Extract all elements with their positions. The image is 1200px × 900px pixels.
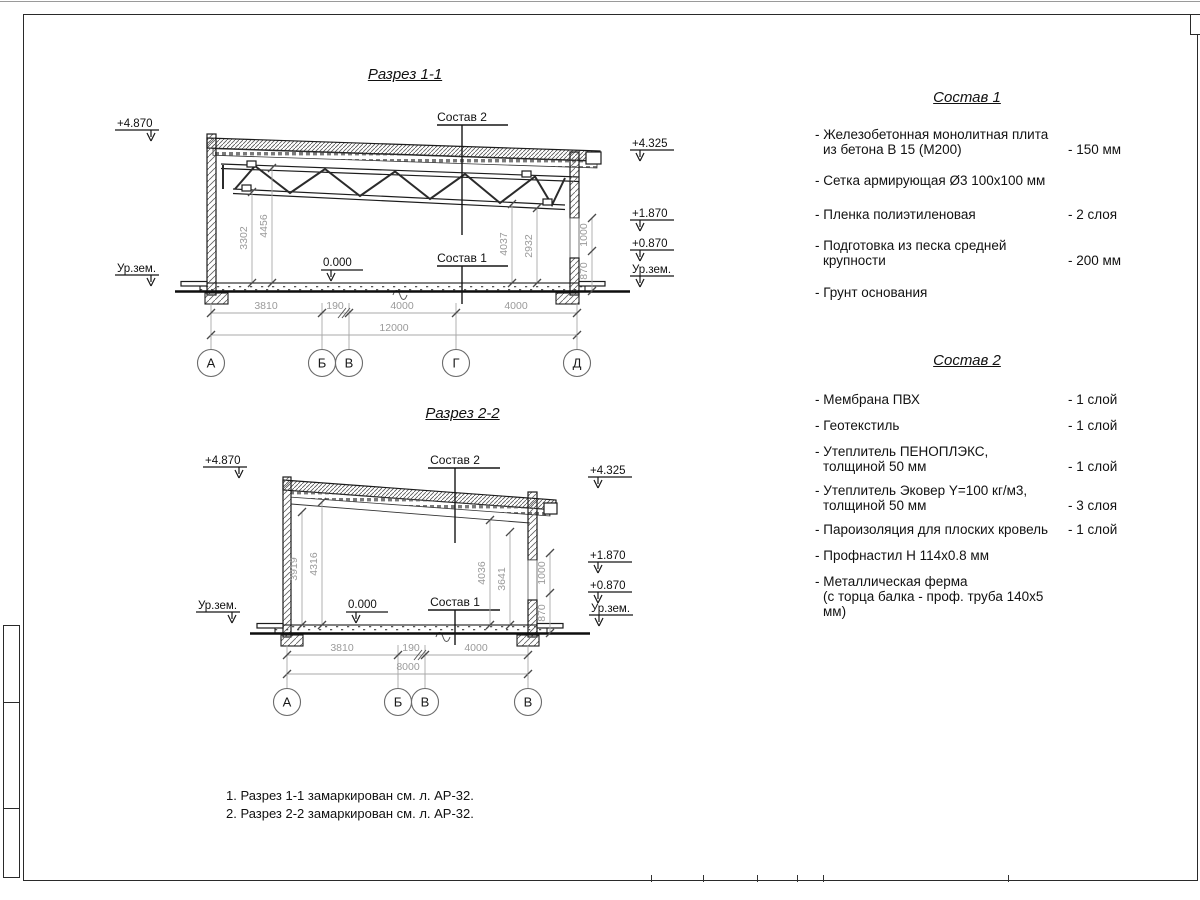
elevation-value: +1.870 (590, 550, 626, 562)
elevation-left-top (203, 455, 247, 478)
item-text: - Подготовка из песка средней (815, 238, 1007, 253)
elevation-value: +4.325 (632, 138, 668, 150)
item-value: - 2 слоя (1068, 207, 1118, 222)
item-value: - 3 слоя (1068, 498, 1118, 513)
vertical-dimensions (238, 164, 596, 295)
dim-value: 870 (578, 262, 590, 280)
dim-value: 1000 (578, 223, 590, 247)
elevation-value: Ур.зем. (117, 263, 157, 275)
stamp-divider-tick (797, 875, 798, 882)
left-wall (283, 477, 291, 637)
dim-value: 3810 (254, 300, 278, 312)
zero-level-label: 0.000 (348, 599, 377, 611)
section-1-1-drawing (95, 108, 715, 388)
item-text: - Пароизоляция для плоских кровель (815, 522, 1049, 537)
list-item (815, 207, 1160, 222)
dim-value: 190 (326, 300, 344, 312)
axis-label: В (344, 355, 354, 371)
list-item (815, 238, 1160, 268)
elevation-right-ground (630, 264, 674, 287)
elevation-value: +1.870 (632, 208, 668, 220)
dim-value: 4000 (464, 642, 488, 654)
list-item (815, 444, 1160, 474)
item-text: - Утеплитель Эковер Y=100 кг/м3, (815, 483, 1028, 498)
item-text: толщиной 50 мм (823, 459, 927, 474)
note-line: 2. Разрез 2-2 замаркирован см. л. АР-32. (226, 806, 474, 821)
roof-slab (283, 480, 557, 516)
item-value: - 1 слой (1068, 459, 1118, 474)
list-item (815, 548, 1160, 563)
sostav1-callout-label: Состав 1 (437, 251, 487, 265)
dim-value: 4000 (504, 300, 528, 312)
stamp-divider-tick (703, 875, 704, 882)
elevation-left-ground (115, 263, 159, 286)
item-text: - Сетка армирующая Ø3 100x100 мм (815, 173, 1046, 188)
zero-level-label: 0.000 (323, 257, 352, 269)
elevation-value: Ур.зем. (591, 603, 631, 615)
note-line: 1. Разрез 1-1 замаркирован см. л. АР-32. (226, 788, 474, 803)
sheet-top-edge (0, 1, 1200, 2)
list-item (815, 418, 1160, 433)
stamp-divider-tick (651, 875, 652, 882)
floor-wing-left (257, 624, 283, 629)
sostav1-list (815, 127, 1160, 316)
dim-value: 1000 (536, 561, 548, 585)
stamp-divider-tick (757, 875, 758, 882)
sostav1-callout (428, 595, 500, 645)
item-value: - 1 слой (1068, 392, 1118, 407)
elevation-value: +4.325 (590, 465, 626, 477)
axis-label: А (206, 355, 216, 371)
vertical-dimensions (288, 498, 554, 637)
dim-value: 3641 (496, 567, 508, 591)
list-item (815, 483, 1160, 513)
dim-value: 4036 (476, 561, 488, 585)
axis-label: Б (393, 694, 403, 710)
item-value: - 1 слой (1068, 418, 1118, 433)
item-text: из бетона В 15 (М200) (823, 142, 962, 157)
axis-label: В (523, 694, 533, 710)
item-value: - 1 слой (1068, 522, 1118, 537)
dim-value: 190 (402, 642, 420, 654)
elevation-value: +0.870 (590, 580, 626, 592)
dim-total-value: 12000 (379, 322, 409, 334)
list-item (815, 574, 1160, 619)
list-item (815, 285, 1160, 300)
sostav2-title: Состав 2 (933, 352, 1001, 369)
axis-bubbles (274, 674, 542, 716)
section-2-2-drawing (170, 440, 710, 730)
sostav1-callout-label: Состав 1 (430, 595, 480, 609)
dim-value: 3919 (288, 557, 300, 581)
list-item (815, 173, 1160, 188)
dim-value: 4316 (308, 552, 320, 576)
left-wall (207, 134, 216, 295)
foundation-left (205, 293, 228, 304)
item-text: - Металлическая ферма (815, 574, 968, 589)
sostav2-callout-label: Состав 2 (430, 453, 480, 467)
zero-level-mark (321, 257, 363, 281)
axis-label: Г (452, 355, 460, 371)
item-text: - Утеплитель ПЕНОПЛЭКС, (815, 444, 989, 459)
elevation-right-top (630, 138, 674, 161)
item-text: - Пленка полиэтиленовая (815, 207, 976, 222)
roof-end-plate (544, 503, 557, 514)
axis-bubbles (198, 335, 591, 377)
sostav1-title: Состав 1 (933, 89, 1001, 106)
dim-value: 3302 (238, 226, 250, 250)
dim-value: 3810 (330, 642, 354, 654)
elevation-value: +0.870 (632, 238, 668, 250)
item-text: (с торца балка - проф. труба 140x5 мм) (823, 589, 1044, 619)
elevation-left-ground (196, 600, 240, 623)
elevation-value: +4.870 (117, 118, 153, 130)
item-value: - 200 мм (1068, 253, 1122, 268)
item-text: крупности (823, 253, 886, 268)
dim-value: 870 (536, 604, 548, 622)
binding-box-1 (3, 625, 20, 703)
zero-level-mark (346, 599, 388, 623)
list-item (815, 522, 1160, 537)
gusset-plate (522, 171, 531, 177)
axis-label: Б (317, 355, 327, 371)
sostav1-callout (437, 251, 508, 304)
axis-label: В (420, 694, 430, 710)
roof-slab (207, 138, 601, 168)
dim-value: 4037 (498, 232, 510, 256)
item-text: - Грунт основания (815, 285, 928, 300)
elevation-right-mid (630, 208, 674, 231)
notes-block (226, 787, 474, 823)
roof-end-plate (586, 152, 601, 164)
stamp-divider-tick (1008, 875, 1009, 882)
dim-value: 4000 (390, 300, 414, 312)
dim-total-value: 8000 (396, 661, 420, 673)
gusset-plate (242, 185, 251, 191)
sostav2-list (815, 392, 1160, 630)
item-text: - Геотекстиль (815, 418, 900, 433)
foundation-right (556, 293, 579, 304)
horizontal-dimensions (207, 300, 581, 340)
foundation-right (517, 635, 539, 646)
item-text: толщиной 50 мм (823, 498, 927, 513)
axis-label: Д (572, 355, 582, 371)
elevation-value: +4.870 (205, 455, 241, 467)
elevation-right-mid (588, 550, 632, 573)
elevation-right-top (588, 465, 632, 488)
floor-wing-left (181, 282, 207, 287)
list-item (815, 392, 1160, 407)
elevation-left-top (115, 118, 159, 141)
dim-value: 4456 (258, 214, 270, 238)
elevation-value: Ур.зем. (198, 600, 238, 612)
item-value: - 150 мм (1068, 142, 1122, 157)
binding-box-3 (3, 808, 20, 878)
item-text: - Железобетонная монолитная плита (815, 127, 1049, 142)
stamp-divider-tick (823, 875, 824, 882)
gusset-plate (543, 199, 552, 205)
horizontal-dimensions (283, 642, 532, 680)
axis-label: А (282, 694, 292, 710)
roof-truss (221, 161, 579, 210)
gusset-plate (247, 161, 256, 167)
section-2-title: Разрез 2-2 (425, 405, 500, 422)
foundation-left (281, 635, 303, 646)
elevation-value: Ур.зем. (632, 264, 672, 276)
item-text: - Профнастил Н 114x0.8 мм (815, 548, 989, 563)
frame-corner-box (1190, 14, 1200, 35)
item-text: - Мембрана ПВХ (815, 392, 920, 407)
section-1-title: Разрез 1-1 (367, 66, 443, 83)
sostav2-callout-label: Состав 2 (437, 110, 487, 124)
elevation-right-low (588, 580, 632, 603)
binding-box-2 (3, 702, 20, 809)
list-item (815, 127, 1160, 157)
elevation-right-low (630, 238, 674, 261)
dim-value: 2932 (523, 234, 535, 258)
elevation-right-ground (589, 603, 633, 626)
